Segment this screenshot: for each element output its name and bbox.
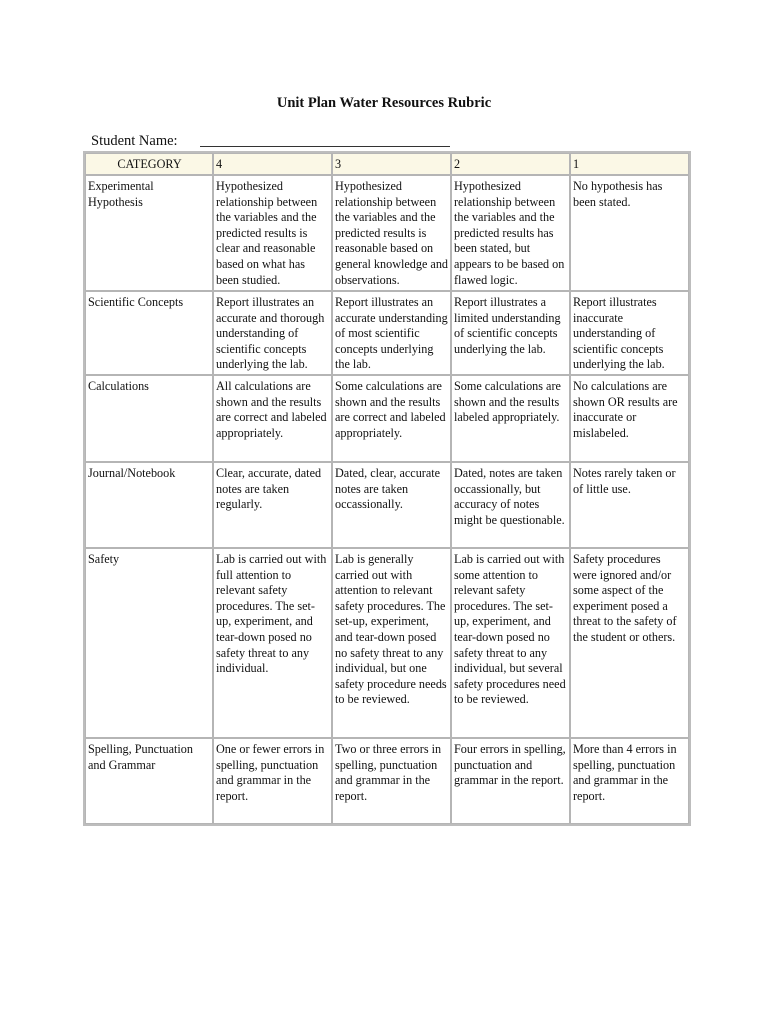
rubric-cell	[213, 291, 332, 375]
category-label: Scientific Concepts	[88, 295, 184, 309]
header-score-2: 2	[451, 153, 570, 175]
criteria-text: Lab is carried out with full attention to relevant safety procedures. The set-up, experiment, and tear-down posed no safety threat to any individual.	[216, 552, 327, 676]
rubric-cell	[451, 175, 570, 291]
criteria-text: Report illustrates a limited understanding of scientific concepts underlying the lab.	[454, 295, 561, 356]
criteria-text: One or fewer errors in spelling, punctuation and grammar in the report.	[216, 742, 325, 803]
criteria-text: Report illustrates inaccurate understanding of scientific concepts underlying the lab.	[573, 295, 665, 372]
header-score-4: 4	[213, 153, 332, 175]
rubric-cell	[451, 375, 570, 462]
rubric-cell	[332, 175, 451, 291]
row-category	[85, 175, 213, 291]
criteria-text: Four errors in spelling, punctuation and grammar in the report.	[454, 742, 566, 788]
criteria-text: Dated, notes are taken occassionally, but accuracy of notes might be questionable.	[454, 466, 565, 527]
row-category	[85, 291, 213, 375]
rubric-cell	[570, 375, 689, 462]
rubric-cell	[570, 462, 689, 548]
category-label: Calculations	[88, 379, 149, 393]
rubric-cell	[451, 548, 570, 738]
rubric-cell	[570, 738, 689, 824]
rubric-row-spelling-punctuation-grammar	[85, 738, 689, 824]
rubric-cell	[570, 548, 689, 738]
criteria-text: All calculations are shown and the results are correct and labeled appropriately.	[216, 379, 327, 440]
row-category	[85, 375, 213, 462]
criteria-text: Hypothesized relationship between the variables and the predicted results has been stated, but appears to be based on flawed logic.	[454, 179, 565, 287]
category-label: Safety	[88, 552, 120, 566]
row-category	[85, 462, 213, 548]
row-category	[85, 548, 213, 738]
category-label: Spelling, Punctuation and Grammar	[88, 742, 193, 772]
rubric-cell	[332, 738, 451, 824]
criteria-text: Lab is carried out with some attention to relevant safety procedures. The set-up, experiment, and tear-down posed no safety threat to any individual, but several safety procedures need to be reviewed.	[454, 552, 566, 707]
criteria-text: Some calculations are shown and the results are correct and labeled appropriately.	[335, 379, 446, 440]
rubric-row-journal-notebook	[85, 462, 689, 548]
criteria-text: Report illustrates an accurate and thorough understanding of scientific concepts underlying the lab.	[216, 295, 325, 372]
header-score-3: 3	[332, 153, 451, 175]
rubric-row-safety	[85, 548, 689, 738]
rubric-row-calculations	[85, 375, 689, 462]
criteria-text: More than 4 errors in spelling, punctuation and grammar in the report.	[573, 742, 677, 803]
criteria-text: Lab is generally carried out with attention to relevant safety procedures. The set-up, experiment, and tear-down posed no safety threat to any individual, but one safety procedure needs to be reviewed.	[335, 552, 447, 707]
criteria-text: Dated, clear, accurate notes are taken occassionally.	[335, 466, 441, 512]
rubric-cell	[213, 738, 332, 824]
rubric-row-experimental-hypothesis	[85, 175, 689, 291]
criteria-text: Safety procedures were ignored and/or some aspect of the experiment posed a threat to the safety of the student or others.	[573, 552, 677, 644]
criteria-text: Clear, accurate, dated notes are taken regularly.	[216, 466, 322, 512]
header-score-1: 1	[570, 153, 689, 175]
rubric-cell	[213, 462, 332, 548]
criteria-text: Two or three errors in spelling, punctuation and grammar in the report.	[335, 742, 442, 803]
criteria-text: Some calculations are shown and the results labeled appropriately.	[454, 379, 561, 425]
rubric-row-scientific-concepts	[85, 291, 689, 375]
rubric-cell	[570, 175, 689, 291]
criteria-text: Hypothesized relationship between the variables and the predicted results is reasonable based on general knowledge and observations.	[335, 179, 449, 287]
rubric-table	[83, 151, 691, 826]
rubric-cell	[332, 462, 451, 548]
rubric-cell	[332, 291, 451, 375]
criteria-text: Hypothesized relationship between the variables and the predicted results is clear and reasonable based on what has been studied.	[216, 179, 318, 287]
criteria-text: No hypothesis has been stated.	[573, 179, 663, 209]
rubric-cell	[213, 375, 332, 462]
criteria-text: Report illustrates an accurate understanding of most scientific concepts underlying the lab.	[335, 295, 448, 372]
rubric-cell	[332, 375, 451, 462]
student-name-label: Student Name:	[91, 133, 178, 149]
rubric-cell	[332, 548, 451, 738]
rubric-cell	[451, 291, 570, 375]
rubric-cell	[451, 462, 570, 548]
header-category: CATEGORY	[85, 153, 213, 175]
criteria-text: Notes rarely taken or of little use.	[573, 466, 676, 496]
category-label: Experimental Hypothesis	[88, 179, 154, 209]
row-category	[85, 738, 213, 824]
rubric-cell	[213, 548, 332, 738]
rubric-header-row	[85, 153, 689, 175]
rubric-cell	[213, 175, 332, 291]
student-name-blank-line	[200, 146, 450, 147]
rubric-cell	[451, 738, 570, 824]
category-label: Journal/Notebook	[88, 466, 176, 480]
criteria-text: No calculations are shown OR results are inaccurate or mislabeled.	[573, 379, 678, 440]
rubric-cell	[570, 291, 689, 375]
page-title: Unit Plan Water Resources Rubric	[276, 95, 492, 111]
